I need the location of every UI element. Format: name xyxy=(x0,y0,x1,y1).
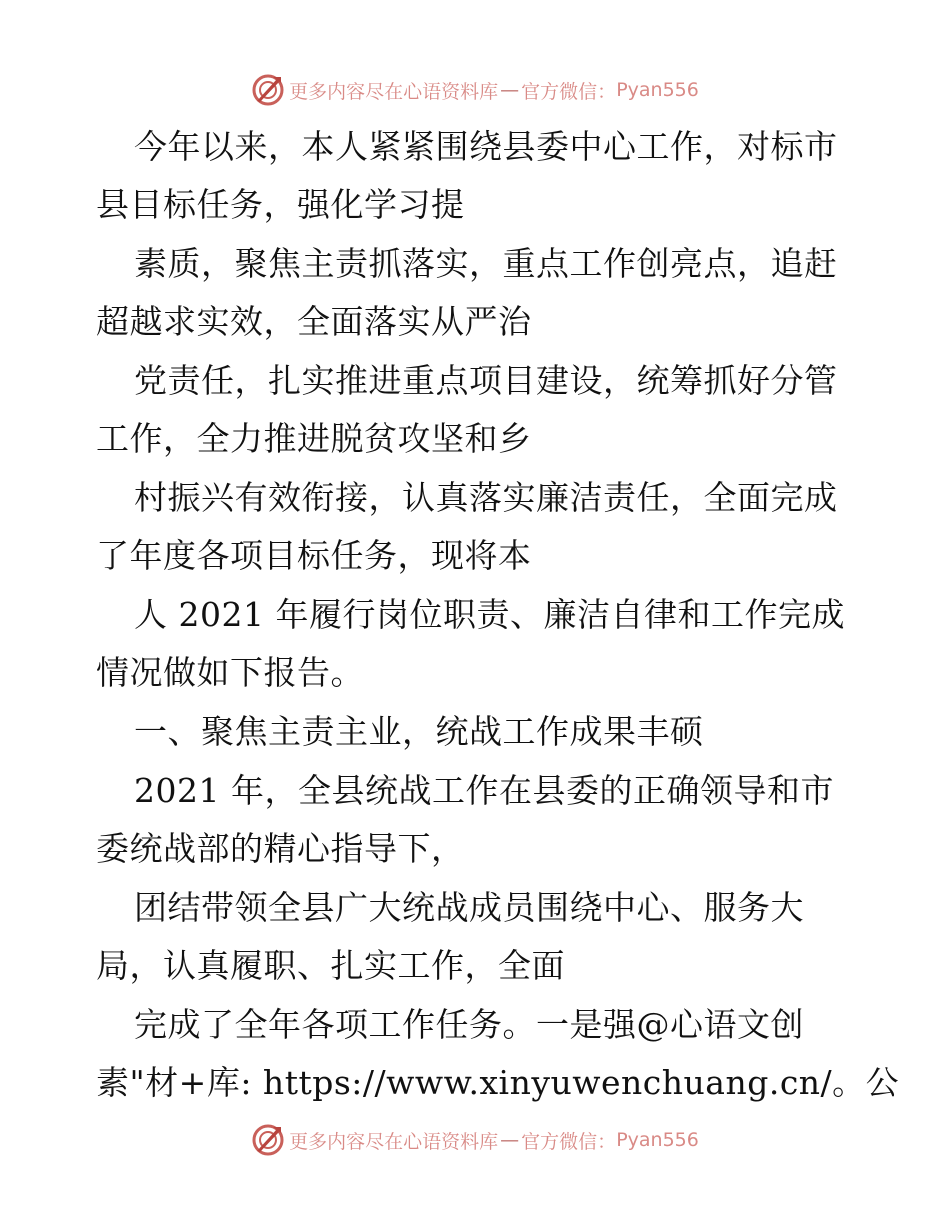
watermark-wechat-label: 官方微信： xyxy=(521,80,617,103)
section-heading: 一、聚焦主责主业，统战工作成果丰硕 xyxy=(134,712,704,751)
document-line: 情况做如下报告。 xyxy=(96,653,364,692)
watermark-wechat-label: 官方微信： xyxy=(521,1130,617,1153)
watermark-wechat-id: Pyan556 xyxy=(616,79,699,101)
document-line: 人 2021 年履行岗位职责、廉洁自律和工作完成 xyxy=(134,595,845,634)
watermark-site-name: 更多内容尽在心语资料库 xyxy=(289,80,499,103)
watermark-separator: — xyxy=(500,79,520,101)
document-line: 村振兴有效衔接，认真落实廉洁责任，全面完成 xyxy=(134,478,838,517)
document-line: 了年度各项目标任务，现将本 xyxy=(96,536,532,575)
document-line: 完成了全年各项工作任务。一是强@心语文创 xyxy=(134,1005,804,1044)
watermark-separator: — xyxy=(500,1129,520,1151)
document-line: 局，认真履职、扎实工作，全面 xyxy=(96,946,565,985)
document-line: 今年以来，本人紧紧围绕县委中心工作，对标市 xyxy=(134,127,838,166)
document-line: 委统战部的精心指导下， xyxy=(96,829,465,868)
document-line: 2021 年，全县统战工作在县委的正确领导和市 xyxy=(134,771,834,810)
watermark-wechat-id: Pyan556 xyxy=(616,1129,699,1151)
document-line: 素"材+库: https://www.xinyuwenchuang.cn/。公 xyxy=(96,1063,900,1102)
document-line: 党责任，扎实推进重点项目建设，统筹抓好分管 xyxy=(134,361,838,400)
document-line: 超越求实效，全面落实从严治 xyxy=(96,302,532,341)
watermark-footer xyxy=(0,1120,950,1160)
document-line: 县目标任务，强化学习提 xyxy=(96,185,465,224)
document-line: 素质，聚焦主责抓落实，重点工作创亮点，追赶 xyxy=(134,244,838,283)
document-line: 团结带领全县广大统战成员围绕中心、服务大 xyxy=(134,888,804,927)
quill-logo-icon xyxy=(251,1123,285,1157)
document-line: 工作，全力推进脱贫攻坚和乡 xyxy=(96,419,532,458)
watermark-site-name: 更多内容尽在心语资料库 xyxy=(289,1130,499,1153)
